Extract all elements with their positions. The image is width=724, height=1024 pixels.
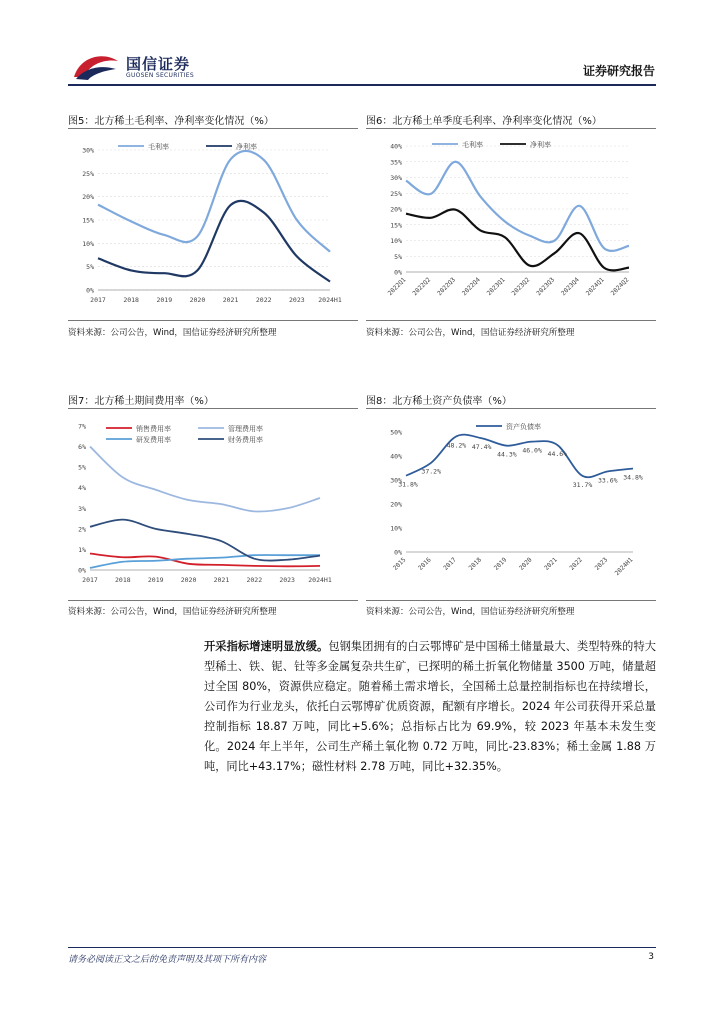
figure-5-source: 资料来源：公司公告，Wind，国信证券经济研究所整理 (68, 328, 277, 338)
data-label: 31.8% (398, 480, 418, 489)
x-tick-label: 2020 (189, 296, 206, 304)
report-type-label: 证券研究报告 (582, 64, 655, 78)
figure-7-source: 资料来源：公司公告，Wind，国信证券经济研究所整理 (68, 607, 277, 617)
y-tick-label: 30% (390, 174, 402, 182)
header-divider (68, 84, 656, 86)
y-tick-label: 7% (78, 422, 86, 431)
figure-5-bottom-rule (68, 320, 358, 321)
figure-6-bottom-rule (366, 320, 656, 321)
x-tick-label: 2017 (82, 576, 98, 584)
x-tick-label: 2023Q4 (560, 276, 581, 298)
series-line-2 (90, 447, 320, 512)
y-tick-label: 5% (394, 252, 402, 261)
x-tick-label: 2023 (279, 576, 295, 584)
footer-divider (68, 947, 656, 948)
legend-label: 销售费用率 (136, 425, 171, 433)
figure-8-source: 资料来源：公司公告，Wind，国信证券经济研究所整理 (366, 607, 575, 617)
figure-7-top-rule (68, 408, 358, 409)
x-tick-label: 2019 (492, 556, 509, 572)
x-tick-label: 2021 (222, 296, 239, 304)
y-tick-label: 0% (78, 566, 86, 575)
y-tick-label: 1% (78, 545, 86, 554)
y-tick-label: 0% (394, 268, 402, 277)
x-tick-label: 2022Q3 (436, 276, 457, 298)
data-label: 46.0% (522, 446, 542, 455)
figure-7-chart (68, 414, 358, 596)
x-tick-label: 2023Q3 (535, 276, 557, 298)
page-number: 3 (648, 952, 654, 962)
x-tick-label: 2021 (213, 576, 230, 584)
x-tick-label: 2023Q1 (485, 276, 507, 298)
footer-disclaimer: 请务必阅读正文之后的免责声明及其项下所有内容 (68, 955, 267, 965)
figure-5-chart (68, 134, 358, 316)
x-tick-label: 2018 (115, 576, 131, 584)
figure-8-title: 图8：北方稀土资产负债率（%） (366, 396, 512, 407)
y-tick-label: 10% (390, 524, 402, 533)
data-label: 44.6% (547, 449, 568, 458)
paragraph-text: 包钢集团拥有的白云鄂博矿是中国稀土储量最大、类型特殊的特大型稀土、铁、铌、钍等多金属复杂共生矿，已探明的稀土折氧化物储量 3500 万吨，储量超过全国 80%，资源供应稳定。随着稀土需求增长，全国稀土总量控制指标也在持续增长，公司作为行业龙头，依托白云鄂博矿优质资源，配额有序增长。2024 年公司获得开采总量控制指标 18.87 万吨，同比+5.6%；总指标占比为 69.9%，较 2023 年基本未发生变化。2024 年上半年，公司生产稀土氧化物 0.72 万吨，同比-23.83%；稀土金属 1.88 万吨，同比+43.17%；磁性材料 2.78 万吨，同比+32.35%。 (204, 640, 656, 773)
y-tick-label: 15% (390, 221, 402, 230)
x-tick-label: 2019 (147, 576, 164, 584)
x-tick-label: 2024H1 (613, 556, 635, 578)
x-tick-label: 2022Q1 (386, 276, 408, 298)
y-tick-label: 0% (394, 548, 402, 557)
data-label: 47.4% (471, 443, 492, 452)
y-tick-label: 5% (86, 263, 94, 272)
data-label: 48.2% (446, 441, 467, 450)
data-label: 33.6% (597, 476, 618, 485)
legend-label: 资产负债率 (506, 423, 541, 431)
figure-6-source: 资料来源：公司公告，Wind，国信证券经济研究所整理 (366, 328, 575, 338)
y-tick-label: 20% (390, 500, 402, 509)
x-tick-label: 2020 (518, 556, 534, 572)
paragraph-lead: 开采指标增速明显放缓。 (204, 640, 329, 653)
y-tick-label: 30% (82, 146, 94, 155)
figure-6-chart (366, 134, 656, 316)
x-tick-label: 2022Q4 (460, 276, 482, 298)
y-tick-label: 5% (78, 463, 86, 472)
x-tick-label: 2017 (442, 556, 458, 572)
x-tick-label: 2022Q2 (411, 276, 433, 298)
y-tick-label: 15% (82, 216, 94, 225)
figure-6-top-rule (366, 128, 656, 129)
y-tick-label: 10% (82, 239, 94, 248)
y-tick-label: 40% (390, 142, 402, 151)
y-tick-label: 50% (390, 428, 402, 437)
data-label: 31.7% (572, 480, 593, 489)
x-tick-label: 2023 (289, 296, 305, 304)
y-tick-label: 25% (82, 169, 94, 178)
x-tick-label: 2020 (180, 576, 197, 584)
x-tick-label: 2024H1 (318, 296, 342, 304)
y-tick-label: 20% (82, 193, 94, 202)
logo-chinese-name: 国信证券 (126, 55, 191, 73)
x-tick-label: 2023 (593, 556, 610, 572)
y-tick-label: 35% (390, 158, 402, 167)
data-label: 37.2% (421, 467, 442, 476)
legend-label: 净利率 (530, 141, 551, 149)
y-tick-label: 40% (390, 452, 402, 461)
x-tick-label: 2022 (568, 556, 584, 572)
figure-5-title: 图5：北方稀土毛利率、净利率变化情况（%） (68, 116, 274, 127)
y-tick-label: 2% (78, 525, 86, 534)
y-tick-label: 4% (78, 484, 86, 493)
page-header (0, 0, 724, 90)
logo-english-name: GUOSEN SECURITIES (126, 72, 195, 79)
x-tick-label: 2015 (391, 556, 408, 572)
figure-7-bottom-rule (68, 600, 358, 601)
x-tick-label: 2019 (156, 296, 173, 304)
y-tick-label: 20% (390, 205, 402, 214)
x-tick-label: 2017 (90, 296, 106, 304)
y-tick-label: 6% (78, 443, 86, 452)
series-line-1 (406, 162, 629, 251)
x-tick-label: 2022 (246, 576, 263, 584)
x-tick-label: 2024Q2 (609, 276, 631, 298)
data-label: 44.3% (497, 450, 517, 459)
x-tick-label: 2024Q1 (584, 276, 606, 298)
y-tick-label: 25% (390, 189, 402, 198)
x-tick-label: 2016 (417, 556, 433, 572)
guosen-logo-icon (72, 53, 122, 81)
legend-label: 研发费用率 (136, 436, 171, 444)
figure-8-bottom-rule (366, 600, 656, 601)
figure-5-top-rule (68, 128, 358, 129)
series-line-2 (406, 209, 629, 270)
y-tick-label: 30% (390, 476, 402, 485)
x-tick-label: 2021 (543, 556, 559, 572)
figure-7-title: 图7：北方稀土期间费用率（%） (68, 396, 214, 407)
legend-label: 毛利率 (462, 141, 483, 149)
data-label: 34.8% (623, 473, 643, 482)
figure-8-chart (366, 414, 656, 596)
y-tick-label: 10% (390, 237, 402, 245)
y-tick-label: 0% (86, 286, 94, 295)
legend-label: 财务费用率 (228, 436, 263, 444)
legend-label: 毛利率 (148, 143, 169, 151)
x-tick-label: 2022 (255, 296, 272, 304)
legend-label: 净利率 (236, 143, 257, 151)
figure-6-title: 图6：北方稀土单季度毛利率、净利率变化情况（%） (366, 116, 602, 127)
x-tick-label: 2018 (123, 296, 139, 304)
x-tick-label: 2023Q2 (510, 276, 532, 298)
legend-label: 管理费用率 (228, 425, 263, 433)
y-tick-label: 3% (78, 504, 86, 513)
x-tick-label: 2024H1 (308, 576, 332, 584)
figure-8-top-rule (366, 408, 656, 409)
series-line-2 (98, 201, 330, 282)
x-tick-label: 2018 (467, 556, 484, 572)
body-paragraph (204, 637, 656, 777)
